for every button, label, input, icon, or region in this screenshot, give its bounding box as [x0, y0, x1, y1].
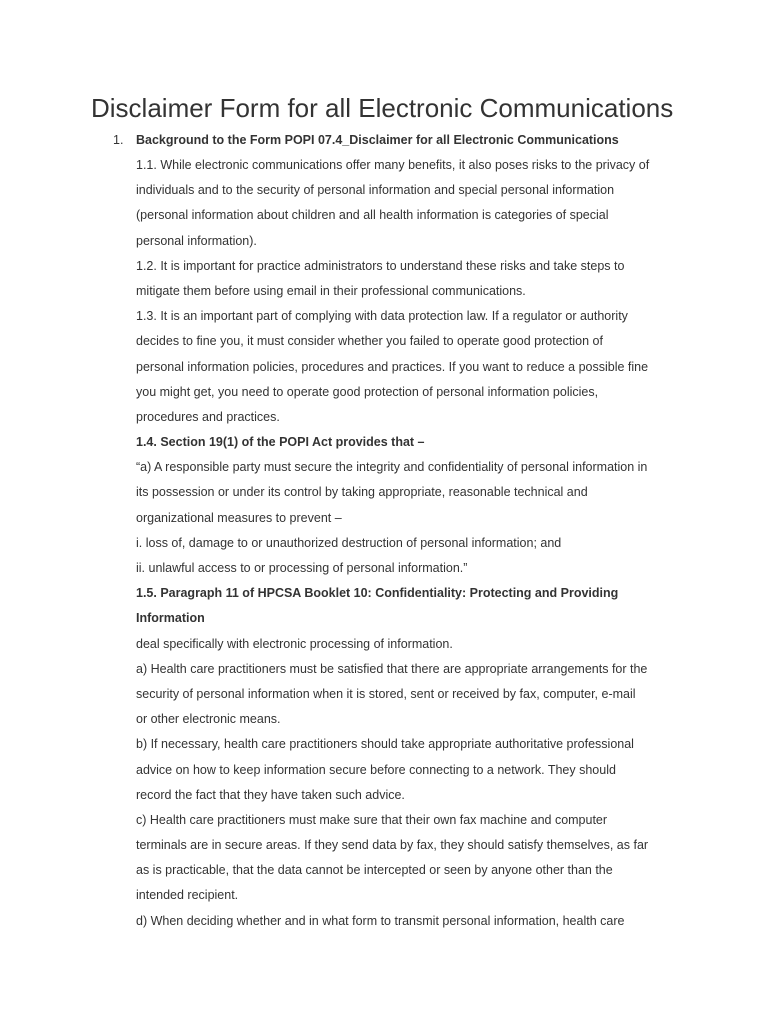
paragraph-line: record the fact that they have taken such advice. — [136, 787, 405, 802]
paragraph-line: 1.3. It is an important part of complying with data protection law. If a regulator or authority — [136, 309, 628, 324]
paragraph-line: i. loss of, damage to or unauthorized destruction of personal information; and — [136, 535, 562, 550]
paragraph-line: a) Health care practitioners must be satisfied that there are appropriate arrangements for the — [136, 661, 648, 676]
subsection-heading-line: 1.5. Paragraph 11 of HPCSA Booklet 10: Confidentiality: Protecting and Providing — [136, 586, 619, 601]
paragraph-line: c) Health care practitioners must make sure that their own fax machine and computer — [136, 812, 608, 827]
paragraph-line: decides to fine you, it must consider whether you failed to operate good protection of — [136, 334, 603, 349]
paragraph-line: advice on how to keep information secure before connecting to a network. They should — [136, 762, 616, 777]
subsection-heading-line: 1.4. Section 19(1) of the POPI Act provides that – — [136, 435, 425, 450]
section-number: 1. — [113, 133, 124, 147]
paragraph-line: procedures and practices. — [136, 409, 280, 424]
paragraph-line: b) If necessary, health care practitioners should take appropriate authoritative professional — [136, 737, 634, 752]
paragraph-line: terminals are in secure areas. If they send data by fax, they should satisfy themselves, as far — [136, 838, 649, 853]
paragraph-line: d) When deciding whether and in what form to transmit personal information, health care — [136, 913, 625, 928]
document-title: Disclaimer Form for all Electronic Communications — [91, 93, 674, 123]
paragraph-line: or other electronic means. — [136, 712, 281, 727]
paragraph-line: organizational measures to prevent – — [136, 510, 342, 525]
section-heading: Background to the Form POPI 07.4_Disclaimer for all Electronic Communications — [136, 133, 619, 147]
paragraph-line: personal information). — [136, 233, 257, 248]
paragraph-line: 1.1. While electronic communications offer many benefits, it also poses risks to the privacy of — [136, 158, 650, 172]
paragraph-line: personal information policies, procedures and practices. If you want to reduce a possible fine — [136, 359, 649, 374]
paragraph-line: as is practicable, that the data cannot be intercepted or seen by anyone other than the — [136, 863, 613, 878]
paragraph-line: deal specifically with electronic processing of information. — [136, 636, 453, 651]
subsection-heading-line: Information — [136, 611, 205, 626]
paragraph-line: mitigate them before using email in their professional communications. — [136, 283, 526, 298]
paragraph-line: ii. unlawful access to or processing of personal information.” — [136, 561, 468, 575]
paragraph-line: 1.2. It is important for practice administrators to understand these risks and take steps to — [136, 258, 625, 273]
paragraph-line: its possession or under its control by taking appropriate, reasonable technical and — [136, 485, 588, 500]
paragraph-line: you might get, you need to operate good protection of personal information policies, — [136, 384, 599, 399]
paragraph-line: (personal information about children and all health information is categories of special — [136, 208, 609, 223]
paragraph-line: security of personal information when it is stored, sent or received by fax, computer, e-mail — [136, 686, 636, 701]
paragraph-line: intended recipient. — [136, 888, 239, 903]
section-body — [136, 153, 696, 934]
paragraph-line: “a) A responsible party must secure the integrity and confidentiality of personal information in — [136, 460, 648, 475]
paragraph-line: individuals and to the security of personal information and special personal information — [136, 183, 615, 198]
